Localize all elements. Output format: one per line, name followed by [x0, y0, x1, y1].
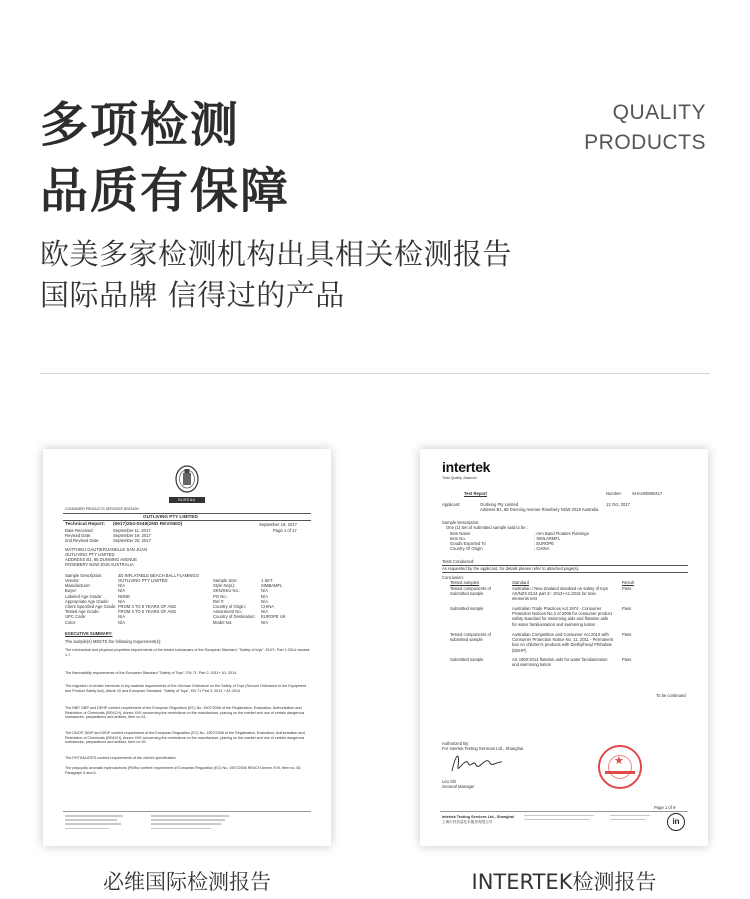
tagline-line1: QUALITY — [612, 101, 706, 124]
bv-field-label: Color: — [65, 619, 77, 625]
bv-field-label: Style No(s): — [213, 583, 235, 589]
bv-client-heading: OUTLIVING PTY LIMITED — [143, 514, 198, 519]
bv-page: Page 1 of 17 — [273, 528, 297, 533]
bureau-veritas-seal-icon — [173, 465, 201, 499]
itk-footer-block — [610, 815, 650, 823]
bv-field-value: N/A — [118, 614, 125, 620]
itk-row-result: Pass — [622, 632, 632, 637]
itk-applicant: Outliving Pty Limited — [480, 502, 519, 507]
bv-second-revised-label: 2nd Revised Date: — [65, 538, 100, 543]
bv-field-value: N/A — [118, 583, 125, 589]
itk-row-standard: Australian Trade Practices Act 1974 - Consumer Protection Notices No.3 of 2009 for consumer product safety standard for swimming aids and flotation aids for water familiarisation and swimming tuition — [512, 606, 612, 627]
bv-field-value: FROM 3 TO 6 YEARS OF AGE — [118, 604, 177, 609]
bv-sample-description-label: Sample Description: — [65, 573, 103, 578]
itk-footer-block — [524, 815, 594, 823]
intertek-report-caption: INTERTEK检测报告 — [471, 870, 657, 894]
bv-field-label: Vendor: — [65, 578, 80, 583]
itk-authorized-by: Authorized By: — [442, 741, 470, 746]
bv-field-label: PO No.: — [213, 593, 228, 599]
bv-brand-badge: BUREAU VERITAS — [169, 497, 205, 503]
itk-sample-description-label: Sample Description: — [442, 520, 480, 525]
bv-field-label: Model No: — [213, 619, 233, 625]
itk-applicant-address: Address B1, 85 Dunning Avenue Rosebery NSW 2018 Australia — [480, 507, 599, 512]
bv-field-label: Assortment No.: — [213, 609, 244, 615]
itk-applicant-label: Applicant: — [442, 502, 461, 507]
itk-col-result: Result — [622, 580, 634, 585]
bv-field-value: CHINA — [261, 604, 275, 609]
stamp-bar — [605, 771, 635, 774]
divider — [40, 373, 710, 374]
bv-report-date: September 19, 2017 — [259, 522, 297, 527]
intertek-logo: intertek — [442, 459, 491, 475]
itk-sample-field-label: Goods Exported To — [450, 541, 486, 546]
bv-revised-date: September 19, 2017 — [113, 533, 151, 538]
bv-sample-description: 3D INFLATABLE BEACH BALL FLAMINGO — [118, 573, 199, 578]
bv-field-value: EUROPE UK — [261, 614, 286, 620]
itk-sample-field-value: : EUROPE — [534, 541, 555, 546]
bv-field-value: N/A — [261, 598, 268, 604]
itk-sample-field-value: : SIMLARMFL — [534, 536, 561, 541]
itk-sample-description-sub: One (1) Set of submitted sample said to be : — [446, 525, 528, 530]
description-line2: 国际品牌 信得过的产品 — [40, 278, 345, 312]
itk-number-label: Number: — [606, 491, 623, 496]
bv-field-label: Buyer: — [65, 588, 78, 594]
itk-row-standard: Australian Competition and Consumer Act 2010 with Consumer Protection Notice No. 11, 2011 - Permanent ban on children's products with Diethylhexyl Phthalate (DEHP) — [512, 632, 614, 653]
bv-field-label: UPC Code: — [65, 614, 87, 620]
hero-title-line2: 品质有保障 — [40, 163, 291, 219]
itk-signer-title: General Manager — [442, 784, 475, 789]
itk-number: SHAH00960417 — [632, 491, 663, 496]
itk-continued: To be continued — [656, 693, 686, 698]
tagline-line2: PRODUCTS — [584, 131, 706, 154]
itk-date: 12 Oct, 2017 — [606, 502, 630, 507]
bv-field-label: Appropriate Age Grade: — [65, 598, 109, 604]
itk-sample-field-label: Item No. — [450, 536, 466, 541]
bv-date-received: September 11, 2017 — [113, 528, 151, 533]
hero-title — [40, 92, 290, 224]
bv-field-value: OUTLIVING PTY LIMITED — [118, 578, 168, 583]
bv-field-value: N/A — [118, 598, 125, 604]
bv-field-value: N/A — [261, 619, 268, 625]
bv-requirement-item: The PHTHALATES content requirements of the client's specification. — [65, 756, 177, 760]
itk-row-standard: Australian / New Zealand standard on safety of toys AS/NZS 8124 part 3:- 2013+A1:2016 for toxic elements test — [512, 586, 608, 602]
itk-signer: Leo Shi — [442, 779, 457, 784]
bv-address-line: MATTHIEU GAUTIER/JANELLE SAN JUAN — [65, 547, 148, 552]
bv-field-value: FROM 3 TO 6 YEARS OF AGE — [118, 609, 177, 615]
tagline — [584, 98, 706, 158]
itk-sample-field-label: Item Name — [450, 531, 471, 536]
itk-footer-chinese: 上海天祥质量技术服务有限公司 — [442, 820, 493, 824]
itk-sample-field-value: : Arm Band Floaties Flamingo — [534, 531, 589, 536]
itk-row-sample: Submitted sample — [450, 657, 484, 662]
bv-field-label: Manufacturer: — [65, 583, 91, 589]
bv-requirement-item: The polycyclic aromatic hydrocarbons (PAHs) content requirement of European Regulation (EC) No. 1907/2006 REACH Annex XVII, Item no. 50, Paragraph 5 and 6. — [65, 766, 302, 775]
description-line1: 欧美多家检测机构出具相关检测报告 — [40, 237, 513, 271]
itk-col-standard: Standard — [512, 580, 529, 585]
bv-division: CONSUMER PRODUCTS SERVICES DIVISION — [65, 507, 139, 511]
bv-meets: The sample(s) MEETS the following requirement(s): — [65, 639, 162, 644]
itk-sample-field-label: Country Of Origin — [450, 546, 483, 551]
bv-field-value: N/A — [261, 609, 268, 615]
signature-icon — [446, 749, 506, 775]
intertek-report-document — [420, 449, 708, 846]
bv-field-label: Labeled Age Grade: — [65, 593, 103, 599]
bv-second-revised: September 20, 2017 — [113, 538, 151, 543]
bv-field-label: Tested Age Grade: — [65, 609, 100, 615]
bv-field-value: N/A — [261, 593, 268, 599]
bv-footer-block — [65, 815, 125, 832]
itk-col-tested: Tested samples — [450, 580, 480, 585]
hero-title-line1: 多项检测 — [40, 97, 241, 153]
bv-field-value: N/A — [118, 619, 125, 625]
bv-requirement-item: The BBP, DBP and DEHP content requirement of the European Regulation (EC) No. 1907/2006 of the Registration, Evaluation, Authorisation and Restriction of Chemicals (REACH), Annex XVII concerning the restrictions on the manufacture, placing on the market and use of certain dangerous substances, preparations and articles, Item no 51. — [65, 706, 305, 720]
bv-field-label: Ref #: — [213, 598, 225, 604]
bv-date-received-label: Date Received: — [65, 528, 94, 533]
intertek-in-icon: in — [667, 813, 685, 831]
itk-page: Page 1 of 9 — [654, 805, 676, 810]
itk-conclusion: Conclusion: — [442, 575, 464, 580]
bv-field-label: SKN/SKU No.: — [213, 588, 241, 594]
bv-field-value: N/A — [261, 588, 268, 594]
bv-report-caption: 必维国际检测报告 — [103, 870, 271, 894]
bv-requirement-item: The mechanical and physical properties requirements of the tested subclauses of the European Standard, "Safety of toys", EN71: Part 1:2014 clauses 1-7. — [65, 648, 310, 657]
bv-field-label: Client Specified Age Grade: — [65, 604, 117, 609]
itk-row-standard: AS 1900:2014 flotation aids for water familiarization and swimming tuition — [512, 657, 608, 668]
bv-requirement-item: The DNOP, DINP and DIDP content requirement of the European Regulation (EC) No. 1907/2006 of the Registration, Evaluation, Authorisation and Restriction of Chemicals (REACH), Annex XVII concerning the restrictions on the manufacture, placing on the market and use of certain dangerous substances, preparations and articles, Item no 52. — [65, 731, 305, 745]
itk-row-result: Pass — [622, 657, 632, 662]
bv-report-number: (6617)254-0349(2ND REVISED) — [113, 522, 183, 527]
itk-tests-conducted: Tests Conducted: — [442, 559, 475, 564]
itk-tests-requested: As requested by the applicant, for details please refer to attached page(s). — [442, 566, 580, 571]
itk-row-result: Pass — [622, 586, 632, 591]
bv-field-value: NONE — [118, 593, 131, 599]
bv-field-label: Country of Destination: — [213, 614, 256, 620]
bv-field-label: Country of Origin: — [213, 604, 246, 609]
bv-technical-report-label: Technical Report: — [65, 522, 106, 527]
itk-row-sample: Submitted sample — [450, 606, 484, 611]
itk-row-sample: Tested components of Submitted sample — [450, 586, 491, 597]
bv-requirement-item: The migration of certain elements in toy material requirements of the German Ordinance on the Safety of Toys (Second Ordinance to the Equipment and Product Safety Act), Article 10 and European Standard, "Safety of Toys", EN 71 Part 3: 2013 + A1:2014. — [65, 684, 306, 693]
bv-address-line: ROSEBERY NSW 2018 AUSTRALIA — [65, 562, 134, 567]
bv-revised-date-label: Revised Date: — [65, 533, 92, 538]
itk-footer-company: Intertek Testing Services Ltd., Shanghai — [442, 815, 514, 819]
itk-row-sample: Tested components of submitted sample — [450, 632, 491, 643]
bv-field-value: 1 SET — [261, 578, 273, 583]
itk-row-result: Pass — [622, 606, 632, 611]
bv-requirement-item: The flammability requirements of the European Standard "Safety of Toys", EN 71: Part 2: 2011+ A1: 2014. — [65, 671, 238, 675]
stamp-star-icon: ★ — [614, 755, 624, 767]
itk-sample-field-value: : CHINA — [534, 546, 550, 551]
itk-authorized-for: For Intertek Testing Services Ltd., Shanghai — [442, 746, 524, 751]
description — [40, 234, 512, 316]
itk-test-report-title: Test Report — [464, 491, 487, 496]
bv-executive-summary: EXECUTIVE SUMMARY: — [65, 631, 113, 636]
intertek-logo-tag: Total Quality. Assured. — [442, 476, 478, 480]
bv-report-document — [43, 449, 331, 846]
bv-field-value: N/A — [118, 588, 125, 594]
bv-address-line: OUTLIVING PTY LIMITED — [65, 552, 115, 557]
bv-footer-block — [151, 815, 231, 832]
bv-address-line: ADDRESS B1, 85 DUNNING AVENUE — [65, 557, 138, 562]
bv-field-label: Sample Size: — [213, 578, 238, 583]
bv-field-value: SIMBAMFL — [261, 583, 283, 589]
